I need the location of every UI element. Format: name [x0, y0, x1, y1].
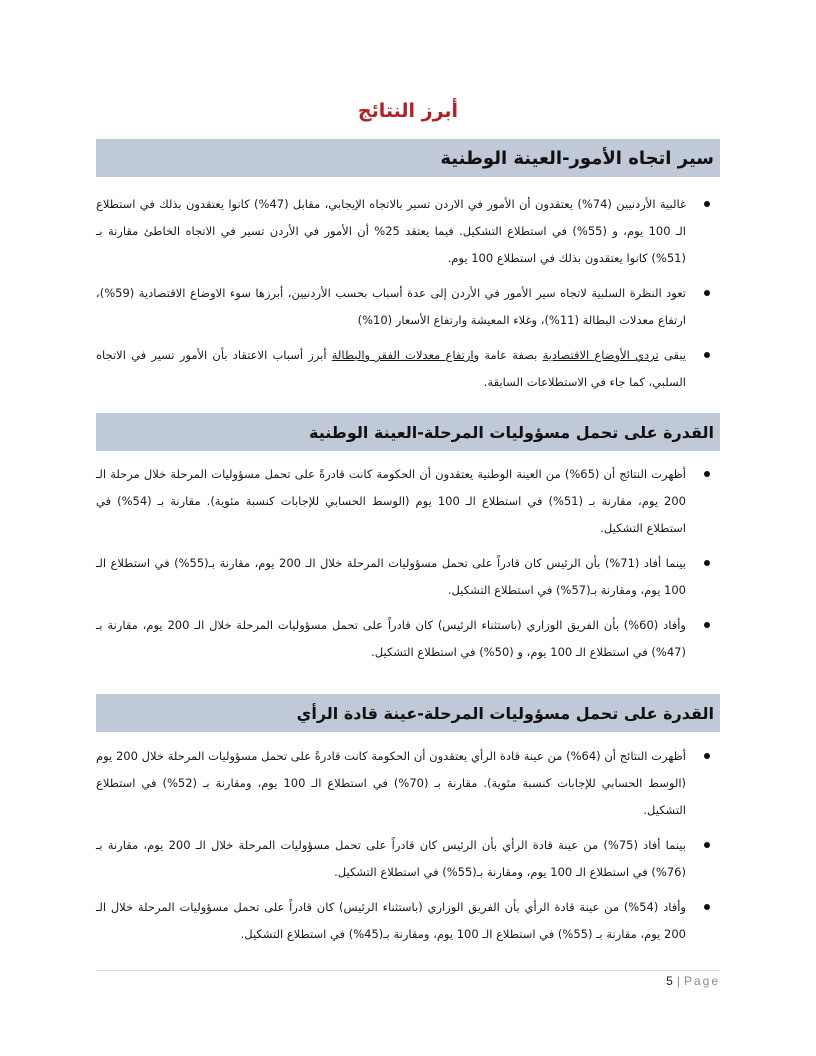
list-item: بينما أفاد (71%) بأن الرئيس كان قادراً على تحمل مسؤوليات المرحلة خلال الـ 200 يوم، مقارنة بـ(55%) في استطلاع الـ 100 يوم، ومقارنة بـ(57%) في استطلاع التشكيل.: [96, 550, 720, 604]
bullet-text-middle: بصفة عامة و: [473, 348, 543, 362]
section-heading-national-direction: سير اتجاه الأمور-العينة الوطنية: [96, 139, 720, 177]
underlined-phrase-economic: تردي الأوضاع الاقتصادية: [542, 348, 659, 362]
list-item: تعود النظرة السلبية لاتجاه سير الأمور في الأردن إلى عدة أسباب بحسب الأردنيين، أبرزها سوء الاوضاع الاقتصادية (59%)، ارتفاع معدلات البطالة (11%)، وغلاء المعيشة وارتفاع الأسعار (10%): [96, 280, 720, 334]
list-item: بينما أفاد (75%) من عينة قادة الرأي بأن الرئيس كان قادراً على تحمل مسؤوليات المرحلة خلال الـ 200 يوم، مقارنة بـ (76%) في استطلاع الـ 100 يوم، ومقارنة بـ(55%) في استطلاع التشكيل.: [96, 832, 720, 886]
list-item: وأفاد (60%) بأن الفريق الوزاري (باستثناء الرئيس) كان قادراً على تحمل مسؤوليات المرحلة خلال الـ 200 يوم، مقارنة بـ (47%) في استطلاع الـ 100 يوم، و (50%) في استطلاع التشكيل.: [96, 612, 720, 666]
page-footer: [666, 974, 720, 988]
bullet-text-suffix: أبرز أسباب الاعتقاد بأن الأمور تسير في الاتجاه السلبي، كما جاء في الاستطلاعات السابقة.: [96, 348, 686, 389]
footer-divider: [96, 970, 720, 971]
list-item: أظهرت النتائج أن (64%) من عينة قادة الرأي يعتقدون أن الحكومة كانت قادرةً على تحمل مسؤوليات المرحلة خلال 200 يوم (الوسط الحسابي للإجابات كنسبة مئوية). مقارنة بـ (70%) في استطلاع الـ 100 يوم، ومقارنة بـ (52%) في استطلاع التشكيل.: [96, 743, 720, 824]
section-heading-opinion-leaders: القدرة على تحمل مسؤوليات المرحلة-عينة قادة الرأي: [96, 694, 720, 732]
section-bullets-national-direction: [96, 191, 720, 404]
section-heading-national-capacity: القدرة على تحمل مسؤوليات المرحلة-العينة الوطنية: [96, 413, 720, 451]
page-label: Page: [683, 974, 720, 988]
footer-separator: |: [676, 974, 680, 988]
page-number: 5: [666, 974, 673, 988]
list-item: أظهرت النتائج أن (65%) من العينة الوطنية يعتقدون أن الحكومة كانت قادرةً على تحمل مسؤوليات المرحلة خلال مرحلة الـ 200 يوم، مقارنة بـ (51%) في استطلاع الـ 100 يوم (الوسط الحسابي للإجابات كنسبة مئوية). مقارنة بـ (54%) في استطلاع التشكيل.: [96, 461, 720, 542]
list-item: غالبية الأردنيين (74%) يعتقدون أن الأمور في الاردن تسير بالاتجاه الإيجابي، مقابل (47%) كانوا يعتقدون بذلك في استطلاع الـ 100 يوم، و (55%) في استطلاع التشكيل. فيما يعتقد 25% أن الأمور في الأردن تسير في الاتجاه الخاطئ مقارنة بـ (51%) كانوا يعتقدون بذلك في استطلاع 100 يوم.: [96, 191, 720, 272]
section-bullets-opinion-leaders: [96, 743, 720, 956]
list-item: [96, 342, 720, 396]
underlined-phrase-poverty: ارتفاع معدلات الفقر والبطالة: [331, 348, 474, 362]
bullet-text-prefix: يبقى: [658, 348, 686, 362]
page-title: أبرز النتائج: [357, 100, 459, 122]
section-bullets-national-capacity: [96, 461, 720, 674]
list-item: وأفاد (54%) من عينة قادة الرأي بأن الفريق الوزاري (باستثناء الرئيس) كان قادراً على تحمل مسؤوليات المرحلة خلال الـ 200 يوم، مقارنة بـ (55%) في استطلاع الـ 100 يوم، ومقارنة بـ(45%) في استطلاع التشكيل.: [96, 894, 720, 948]
